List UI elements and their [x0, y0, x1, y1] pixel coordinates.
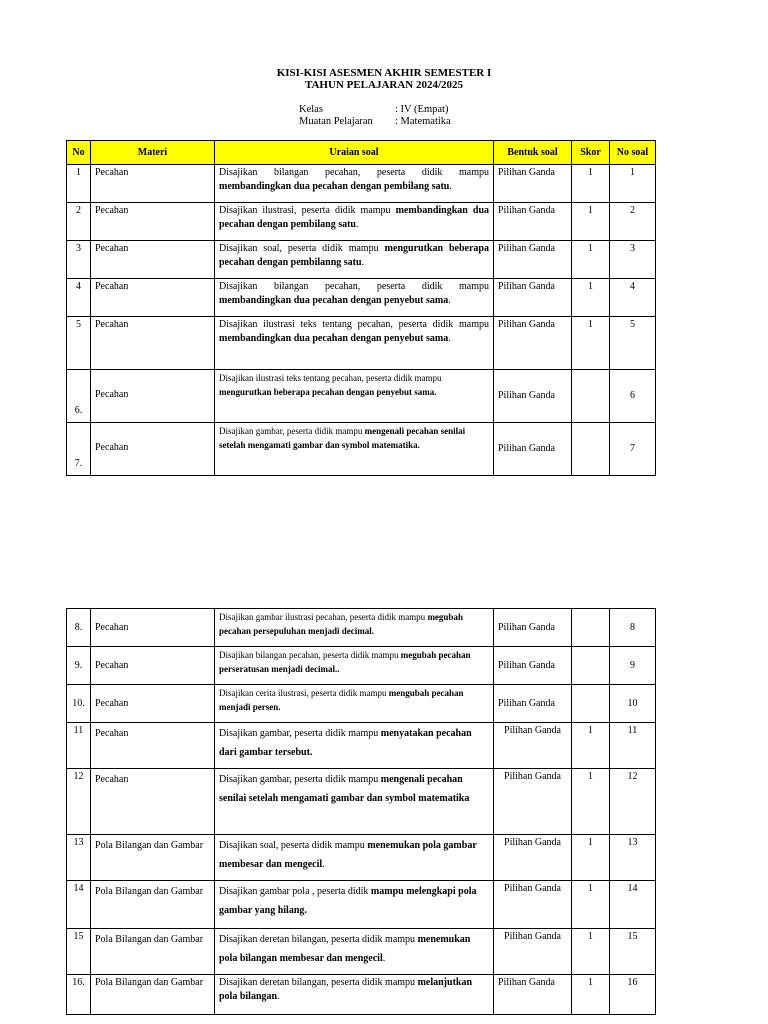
uraian-bold-text: mengenali pecahan senilai setelah mengamati gambar dan symbol matematika — [219, 774, 470, 804]
muatan-value: : Matematika — [395, 116, 451, 127]
cell-no: 1 — [67, 165, 91, 203]
uraian-text: Disajikan ilustrasi teks tentang pecahan, peserta didik mampu — [219, 373, 442, 383]
cell-bentuk-soal: Pilihan Ganda — [494, 881, 572, 929]
uraian-bold-text: membandingkan dua pecahan dengan penyebut sama — [219, 333, 449, 344]
uraian-text-end: . — [382, 953, 386, 964]
table-row — [67, 609, 656, 647]
cell-uraian-soal — [215, 835, 494, 881]
cell-uraian-soal — [215, 769, 494, 835]
document-title: KISI-KISI ASESMEN AKHIR SEMESTER I — [276, 67, 492, 79]
uraian-bold-text: melanjutkan pola bilangan — [219, 977, 473, 1002]
table-row — [67, 370, 656, 423]
kisi-kisi-table-page-2 — [66, 608, 656, 1015]
uraian-text: Disajikan cerita ilustrasi, peserta didik mampu — [219, 688, 389, 698]
cell-skor — [572, 609, 610, 647]
header-bentuk-soal: Bentuk soal — [494, 141, 572, 165]
cell-bentuk-soal: Pilihan Ganda — [494, 647, 572, 685]
uraian-bold-text: membandingkan dua pecahan dengan pembilang satu — [219, 181, 450, 192]
cell-bentuk-soal: Pilihan Ganda — [494, 203, 572, 241]
muatan-label: Muatan Pelajaran — [299, 116, 373, 127]
uraian-bold-text: mengurutkan beberapa pecahan dengan pembilanng satu — [219, 243, 489, 268]
cell-materi: Pola Bilangan dan Gambar — [91, 975, 215, 1015]
uraian-text: Disajikan deretan bilangan, peserta didik mampu — [219, 934, 418, 945]
cell-no-soal: 5 — [610, 317, 656, 370]
cell-skor — [572, 423, 610, 476]
cell-materi: Pecahan — [91, 203, 215, 241]
cell-no-soal: 8 — [610, 609, 656, 647]
cell-skor: 1 — [572, 203, 610, 241]
cell-uraian-soal — [215, 647, 494, 685]
cell-skor: 1 — [572, 769, 610, 835]
cell-uraian-soal — [215, 929, 494, 975]
cell-no: 11 — [67, 723, 91, 769]
cell-uraian-soal — [215, 370, 494, 423]
cell-uraian-soal — [215, 723, 494, 769]
uraian-text-end: . — [448, 295, 451, 306]
cell-uraian-soal — [215, 279, 494, 317]
cell-bentuk-soal: Pilihan Ganda — [494, 769, 572, 835]
cell-materi: Pecahan — [91, 423, 215, 476]
table-row — [67, 241, 656, 279]
table-row — [67, 835, 656, 881]
cell-no-soal: 13 — [610, 835, 656, 881]
uraian-bold-text: megubah pecahan perseratusan menjadi decimal.. — [219, 650, 471, 674]
cell-no-soal: 3 — [610, 241, 656, 279]
uraian-text: Disajikan bilangan pecahan, peserta didik mampu — [219, 281, 489, 292]
cell-skor: 1 — [572, 241, 610, 279]
cell-materi: Pecahan — [91, 317, 215, 370]
table-row — [67, 647, 656, 685]
uraian-bold-text: mampu melengkapi pola gambar yang hilang. — [219, 886, 477, 916]
uraian-bold-text: menyatakan pecahan dari gambar tersebut. — [219, 728, 472, 758]
cell-materi: Pola Bilangan dan Gambar — [91, 835, 215, 881]
uraian-text-end: . — [448, 333, 451, 344]
header-uraian-soal: Uraian soal — [215, 141, 494, 165]
muatan-line — [299, 116, 451, 128]
cell-no: 13 — [67, 835, 91, 881]
cell-no-soal: 11 — [610, 723, 656, 769]
cell-materi: Pecahan — [91, 609, 215, 647]
table-row — [67, 279, 656, 317]
cell-no: 6. — [67, 370, 91, 423]
kelas-label: Kelas — [299, 104, 323, 115]
cell-no-soal: 2 — [610, 203, 656, 241]
uraian-text-end: . — [361, 257, 365, 268]
cell-bentuk-soal: Pilihan Ganda — [494, 423, 572, 476]
cell-skor: 1 — [572, 881, 610, 929]
cell-no: 16. — [67, 975, 91, 1015]
cell-skor — [572, 647, 610, 685]
uraian-text: Disajikan soal, peserta didik mampu — [219, 840, 368, 851]
cell-bentuk-soal: Pilihan Ganda — [494, 279, 572, 317]
cell-no: 2 — [67, 203, 91, 241]
cell-skor — [572, 370, 610, 423]
cell-no: 7. — [67, 423, 91, 476]
table-row — [67, 165, 656, 203]
cell-skor: 1 — [572, 723, 610, 769]
cell-bentuk-soal: Pilihan Ganda — [494, 165, 572, 203]
cell-no: 15 — [67, 929, 91, 975]
uraian-text: Disajikan ilustrasi, peserta didik mampu — [219, 205, 396, 216]
document-subtitle: TAHUN PELAJARAN 2024/2025 — [304, 79, 464, 91]
uraian-text: Disajikan bilangan pecahan, peserta didik mampu — [219, 650, 401, 660]
uraian-text: Disajikan soal, peserta didik mampu — [219, 243, 385, 254]
uraian-bold-text: mengurutkan beberapa pecahan dengan penyebut sama. — [219, 387, 437, 397]
table-row — [67, 769, 656, 835]
cell-skor: 1 — [572, 835, 610, 881]
cell-bentuk-soal: Pilihan Ganda — [494, 975, 572, 1015]
cell-materi: Pecahan — [91, 685, 215, 723]
header-no-soal: No soal — [610, 141, 656, 165]
cell-no-soal: 16 — [610, 975, 656, 1015]
cell-no-soal: 12 — [610, 769, 656, 835]
header-no: No — [67, 141, 91, 165]
cell-materi: Pola Bilangan dan Gambar — [91, 881, 215, 929]
uraian-text-end: . — [277, 991, 280, 1002]
cell-no: 9. — [67, 647, 91, 685]
cell-no-soal: 1 — [610, 165, 656, 203]
cell-bentuk-soal: Pilihan Ganda — [494, 929, 572, 975]
uraian-bold-text: menemukan pola gambar membesar dan mengecil — [219, 840, 477, 870]
uraian-text: Disajikan bilangan pecahan, peserta didik mampu — [219, 167, 489, 178]
cell-bentuk-soal: Pilihan Ganda — [494, 370, 572, 423]
table-row — [67, 929, 656, 975]
cell-uraian-soal — [215, 423, 494, 476]
cell-bentuk-soal: Pilihan Ganda — [494, 685, 572, 723]
uraian-text-end: . — [449, 181, 452, 192]
cell-uraian-soal — [215, 881, 494, 929]
uraian-bold-text: megubah pecahan persepuluhan menjadi decimal. — [219, 612, 463, 636]
cell-uraian-soal — [215, 317, 494, 370]
cell-no: 5 — [67, 317, 91, 370]
table-row — [67, 881, 656, 929]
cell-no-soal: 9 — [610, 647, 656, 685]
uraian-bold-text: mengubah pecahan menjadi persen. — [219, 688, 464, 712]
header-materi: Materi — [91, 141, 215, 165]
cell-bentuk-soal: Pilihan Ganda — [494, 609, 572, 647]
cell-bentuk-soal: Pilihan Ganda — [494, 317, 572, 370]
uraian-bold-text: membandingkan dua pecahan dengan penyebut sama — [219, 295, 449, 306]
table-row — [67, 203, 656, 241]
table-header-row — [67, 141, 656, 165]
cell-materi: Pecahan — [91, 647, 215, 685]
uraian-text: Disajikan gambar, peserta didik mampu — [219, 426, 365, 436]
uraian-bold-text: membandingkan dua pecahan dengan pembilang satu — [219, 205, 490, 230]
cell-skor: 1 — [572, 929, 610, 975]
uraian-bold-text: mengenali pecahan senilai setelah mengamati gambar dan symbol matematika. — [219, 426, 466, 450]
cell-materi: Pecahan — [91, 279, 215, 317]
uraian-bold-text: menemukan pola bilangan membesar dan mengecil — [219, 934, 471, 964]
cell-no-soal: 10 — [610, 685, 656, 723]
uraian-text: Disajikan ilustrasi teks tentang pecahan, peserta didik mampu — [219, 319, 489, 330]
cell-bentuk-soal: Pilihan Ganda — [494, 835, 572, 881]
cell-no: 3 — [67, 241, 91, 279]
uraian-text: Disajikan gambar, peserta didik mampu — [219, 774, 381, 785]
cell-uraian-soal — [215, 165, 494, 203]
uraian-text: Disajikan gambar, peserta didik mampu — [219, 728, 381, 739]
cell-uraian-soal — [215, 609, 494, 647]
cell-no-soal: 4 — [610, 279, 656, 317]
uraian-text: Disajikan deretan bilangan, peserta didik mampu — [219, 977, 418, 988]
cell-skor: 1 — [572, 317, 610, 370]
cell-skor: 1 — [572, 279, 610, 317]
kelas-line — [299, 104, 448, 116]
cell-uraian-soal — [215, 241, 494, 279]
uraian-text-end: . — [322, 859, 325, 870]
uraian-text-end: . — [355, 219, 359, 230]
cell-materi: Pola Bilangan dan Gambar — [91, 929, 215, 975]
cell-uraian-soal — [215, 975, 494, 1015]
uraian-text: Disajikan gambar ilustrasi pecahan, peserta didik mampu — [219, 612, 428, 622]
table-row — [67, 975, 656, 1015]
table-row — [67, 723, 656, 769]
cell-skor: 1 — [572, 165, 610, 203]
cell-no-soal: 7 — [610, 423, 656, 476]
cell-no-soal: 14 — [610, 881, 656, 929]
cell-materi: Pecahan — [91, 723, 215, 769]
cell-no: 12 — [67, 769, 91, 835]
cell-skor: 1 — [572, 975, 610, 1015]
cell-skor — [572, 685, 610, 723]
table-row — [67, 685, 656, 723]
cell-uraian-soal — [215, 203, 494, 241]
cell-no-soal: 6 — [610, 370, 656, 423]
cell-materi: Pecahan — [91, 241, 215, 279]
table-row — [67, 317, 656, 370]
header-skor: Skor — [572, 141, 610, 165]
cell-materi: Pecahan — [91, 165, 215, 203]
cell-no: 10. — [67, 685, 91, 723]
cell-no: 14 — [67, 881, 91, 929]
cell-no-soal: 15 — [610, 929, 656, 975]
table-row — [67, 423, 656, 476]
cell-materi: Pecahan — [91, 370, 215, 423]
cell-no: 8. — [67, 609, 91, 647]
cell-uraian-soal — [215, 685, 494, 723]
cell-no: 4 — [67, 279, 91, 317]
kelas-value: : IV (Empat) — [395, 104, 449, 115]
cell-bentuk-soal: Pilihan Ganda — [494, 241, 572, 279]
cell-materi: Pecahan — [91, 769, 215, 835]
kisi-kisi-table-page-1 — [66, 140, 656, 476]
uraian-text: Disajikan gambar pola , peserta didik — [219, 886, 371, 897]
cell-bentuk-soal: Pilihan Ganda — [494, 723, 572, 769]
